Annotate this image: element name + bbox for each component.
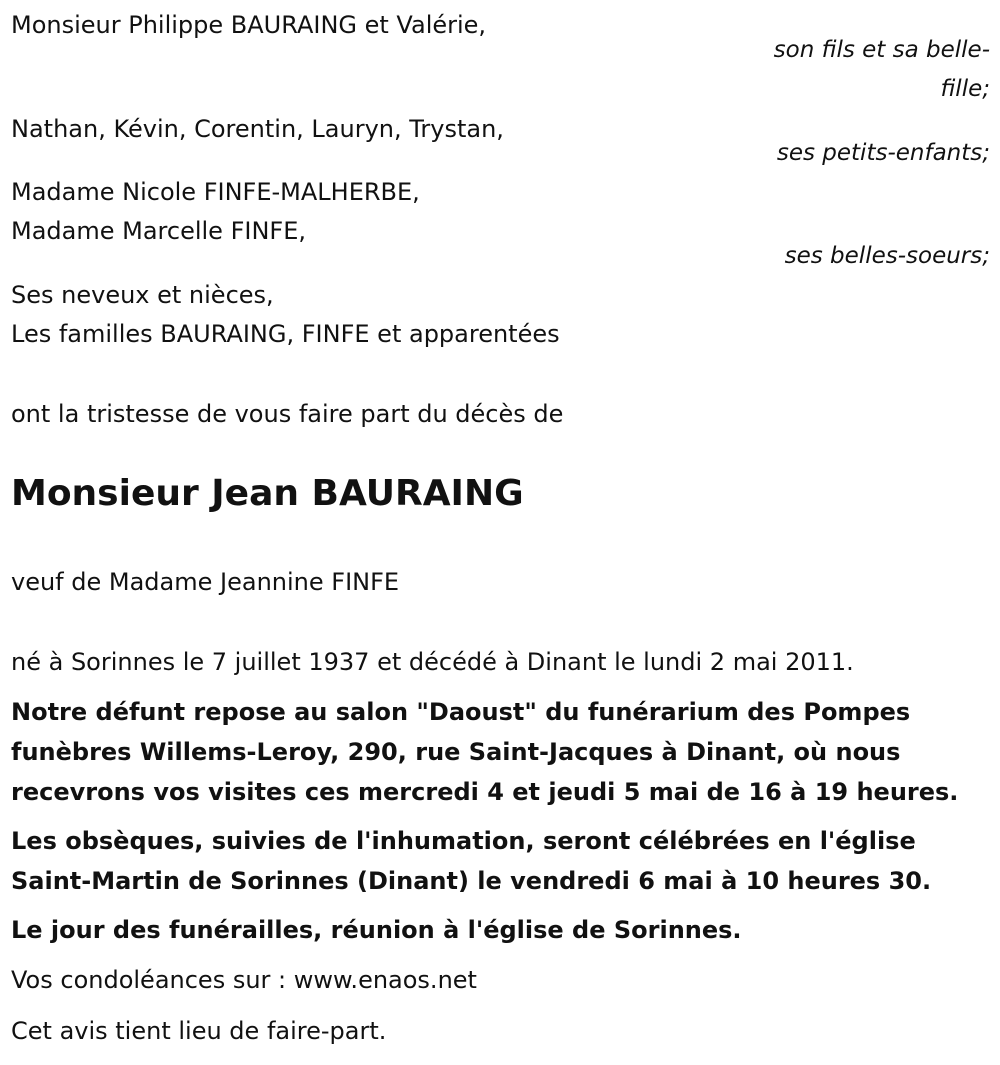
grandchildren-line: Nathan, Kévin, Corentin, Lauryn, Trystan, (11, 115, 504, 143)
sister-in-law-1: Madame Nicole FINFE-MALHERBE, (11, 178, 420, 206)
widower-line: veuf de Madame Jeannine FINFE (11, 568, 400, 596)
son-line: Monsieur Philippe BAURAING et Valérie, (11, 11, 487, 39)
nephews-line: Ses neveux et nièces, (11, 281, 274, 309)
visitation-line-1: Notre défunt repose au salon "Daoust" du funérarium des Pompes (11, 698, 911, 726)
visitation-paragraph (11, 692, 958, 812)
notice-line: Cet avis tient lieu de faire-part. (11, 1017, 387, 1045)
grandchildren-role: ses petits-enfants; (776, 140, 990, 166)
funeral-paragraph (11, 821, 931, 901)
son-role-line-1: son fils et sa belle- (773, 37, 990, 63)
announcement-intro: ont la tristesse de vous faire part du décès de (11, 400, 564, 428)
families-line: Les familles BAURAING, FINFE et apparentées (11, 320, 560, 348)
meeting-line: Le jour des funérailles, réunion à l'église de Sorinnes. (11, 916, 742, 944)
visitation-line-3: recevrons vos visites ces mercredi 4 et jeudi 5 mai de 16 à 19 heures. (11, 778, 959, 806)
sister-in-law-2: Madame Marcelle FINFE, (11, 217, 307, 245)
birth-death-line: né à Sorinnes le 7 juillet 1937 et décédé à Dinant le lundi 2 mai 2011. (11, 648, 854, 676)
son-role-line-2: fille; (940, 76, 990, 102)
condolences-line: Vos condoléances sur : www.enaos.net (11, 966, 477, 994)
sisters-in-law-role: ses belles-soeurs; (784, 243, 990, 269)
funeral-line-1: Les obsèques, suivies de l'inhumation, seront célébrées en l'église (11, 827, 916, 855)
visitation-line-2: funèbres Willems-Leroy, 290, rue Saint-Jacques à Dinant, où nous (11, 738, 901, 766)
funeral-line-2: Saint-Martin de Sorinnes (Dinant) le vendredi 6 mai à 10 heures 30. (11, 867, 932, 895)
deceased-name: Monsieur Jean BAURAING (11, 473, 524, 514)
